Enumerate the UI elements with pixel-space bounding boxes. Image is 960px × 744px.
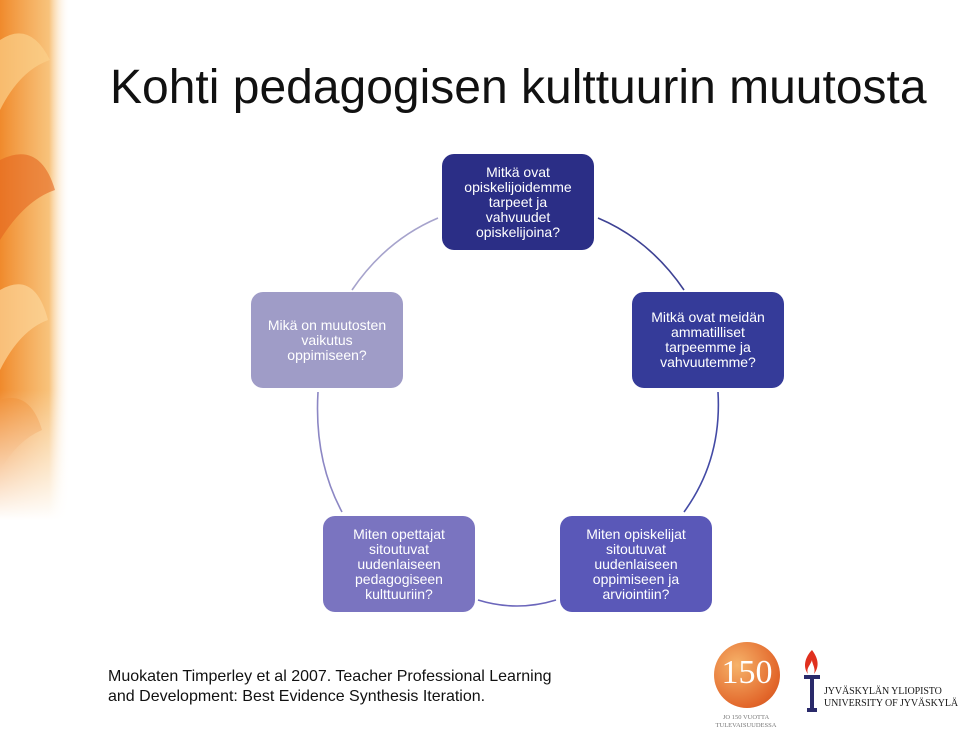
arc-right-to-bottom-right (684, 392, 718, 512)
arc-bottom-left-to-left (318, 392, 343, 512)
anniversary-caption (706, 714, 786, 730)
university-name (824, 686, 958, 710)
cycle-box-student-needs: Mitkä ovat opiskelijoidemme tarpeet ja vahvuudet opiskelijoina? (442, 154, 594, 250)
anniversary-caption-line-1: JO 150 VUOTTA (722, 714, 770, 721)
torch-icon (800, 648, 824, 714)
university-logo (800, 648, 958, 718)
source-citation: Muokaten Timperley et al 2007. Teacher Professional Learning and Development: Best Evidence Synthesis Iteration. (108, 668, 552, 705)
cycle-box-teacher-engagement: Miten opettajat sitoutuvat uudenlaiseen pedagogiseen kulttuuriin? (323, 516, 475, 612)
cycle-box-impact-on-learning: Mikä on muutosten vaikutus oppimiseen? (251, 292, 403, 388)
anniversary-caption-line-2: TULEVAISUUDESSA (715, 722, 777, 729)
arc-bottom-right-to-bottom-left (478, 600, 556, 606)
arc-left-to-top (352, 218, 438, 290)
slide-title: Kohti pedagogisen kulttuurin muutosta (110, 61, 927, 114)
cycle-box-student-engagement: Miten opiskelijat sitoutuvat uudenlaiseen oppimiseen ja arviointiin? (560, 516, 712, 612)
anniversary-number: 150 (721, 654, 773, 691)
arc-top-to-right (598, 218, 684, 290)
university-name-en: UNIVERSITY OF JYVÄSKYLÄ (824, 698, 958, 709)
anniversary-logo (706, 642, 786, 738)
university-name-fi: JYVÄSKYLÄN YLIOPISTO (824, 686, 942, 697)
cycle-box-professional-needs: Mitkä ovat meidän ammatilliset tarpeemme ja vahvuutemme? (632, 292, 784, 388)
